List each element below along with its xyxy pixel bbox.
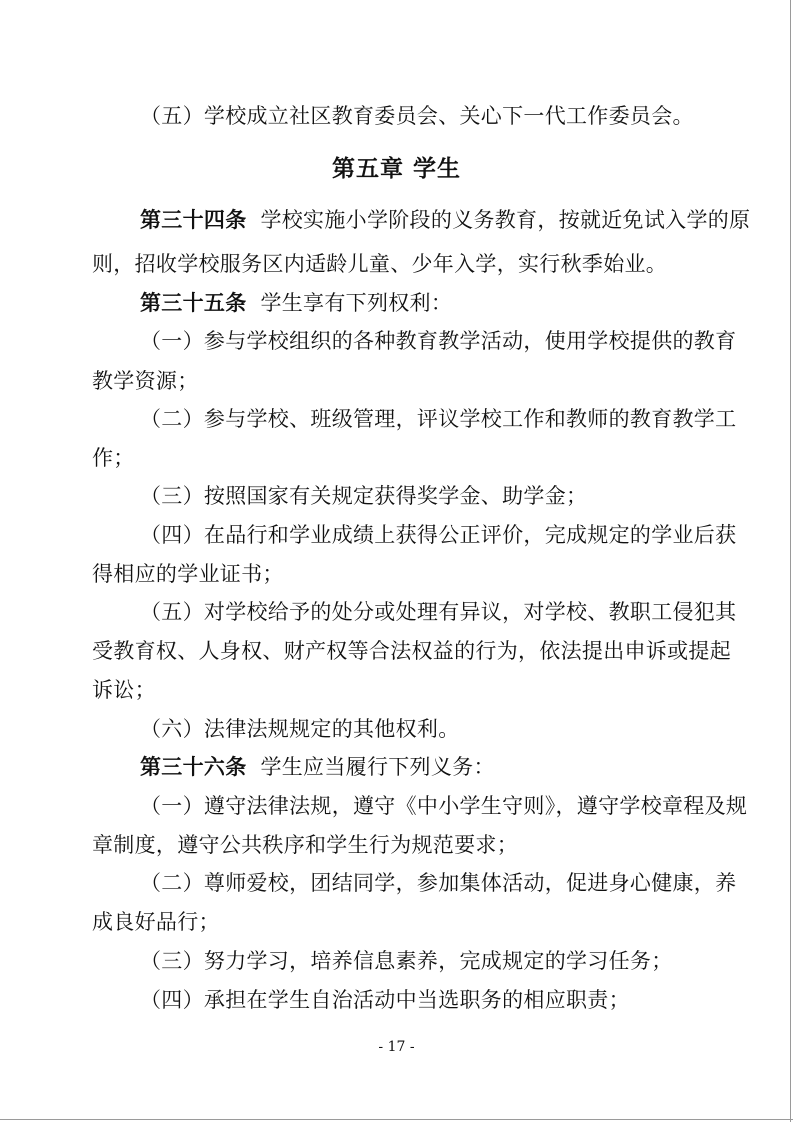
right-5-line-1: （五）对学校给予的处分或处理有异议，对学校、教职工侵犯其 xyxy=(140,600,737,624)
right-2-line-2: 作； xyxy=(92,446,135,470)
paragraph-line: （五）学校成立社区教育委员会、关心下一代工作委员会。 xyxy=(140,104,694,128)
right-4-line-1: （四）在品行和学业成绩上获得公正评价，完成规定的学业后获 xyxy=(140,523,737,547)
right-5-line-3: 诉讼； xyxy=(92,678,156,702)
right-6-line-1: （六）法律法规规定的其他权利。 xyxy=(140,717,460,741)
article-35-line-1: 第三十五条 学生享有下列权利： xyxy=(140,291,453,315)
article-34-line-2: 则，招收学校服务区内适龄儿童、少年入学，实行秋季始业。 xyxy=(92,252,668,276)
right-5-line-2: 受教育权、人身权、财产权等合法权益的行为，依法提出申诉或提起 xyxy=(92,639,731,663)
article-36-line-1: 第三十六条 学生应当履行下列义务： xyxy=(140,755,495,779)
right-2-line-1: （二）参与学校、班级管理，评议学校工作和教师的教育教学工 xyxy=(140,407,737,431)
duty-2-line-2: 成良好品行； xyxy=(92,910,220,934)
right-4-line-2: 得相应的学业证书； xyxy=(92,562,284,586)
chapter-title: 第五章 学生 xyxy=(331,156,461,182)
duty-3-line-1: （三）努力学习，培养信息素养，完成规定的学习任务； xyxy=(140,949,673,973)
right-1-line-2: 教学资源； xyxy=(92,369,199,393)
page-edge-bottom xyxy=(0,1119,793,1120)
right-1-line-1: （一）参与学校组织的各种教育教学活动，使用学校提供的教育 xyxy=(140,329,737,353)
duty-4-line-1: （四）承担在学生自治活动中当选职务的相应职责； xyxy=(140,988,630,1012)
duty-1-line-1: （一）遵守法律法规，遵守《中小学生守则》，遵守学校章程及规 xyxy=(140,794,748,818)
article-35-heading: 第三十五条 xyxy=(140,291,247,315)
duty-1-line-2: 章制度，遵守公共秩序和学生行为规范要求； xyxy=(92,833,518,857)
page-number: - 17 - xyxy=(378,1039,415,1055)
right-3-line-1: （三）按照国家有关规定获得奖学金、助学金； xyxy=(140,484,588,508)
article-34-heading: 第三十四条 xyxy=(140,208,247,232)
duty-2-line-1: （二）尊师爱校，团结同学，参加集体活动，促进身心健康，养 xyxy=(140,871,737,895)
article-36-heading: 第三十六条 xyxy=(140,755,247,779)
article-34-line-1: 第三十四条 学校实施小学阶段的义务教育，按就近免试入学的原 xyxy=(140,208,751,232)
